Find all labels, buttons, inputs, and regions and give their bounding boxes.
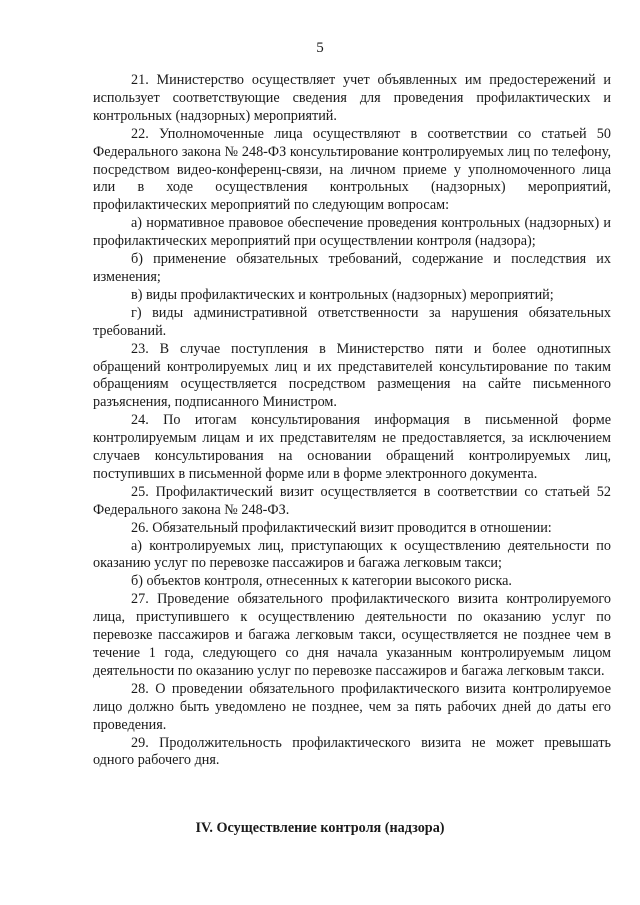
paragraph-25: 25. Профилактический визит осуществляется в соответствии со статьей 52 Федерального закона № 248-ФЗ. [93,483,611,518]
paragraph-24: 24. По итогам консультирования информация в письменной форме контролируемым лицам и их представителям не предоставляется, за исключением случаев консультирования на основании обращений контролируемых лиц, поступивших в письменной форме или в форме электронного документа. [93,412,611,482]
paragraph-26-item-a: а) контролируемых лиц, приступающих к осуществлению деятельности по оказанию услуг по перевозке пассажиров и багажа легковым такси; [93,537,611,572]
paragraph-22: 22. Уполномоченные лица осуществляют в соответствии со статьей 50 Федерального закона № 248-ФЗ консультирование контролируемых лиц по телефону, посредством видео-конференц-связи, на личном приеме у уполномоченного лица или в ходе осуществления контрольных (надзорных) мероприятий, профилактических мероприятий по следующим вопросам: [93,125,611,214]
paragraph-21: 21. Министерство осуществляет учет объявленных им предостережений и использует соответствующие сведения для проведения профилактических и контрольных (надзорных) мероприятий. [93,72,611,124]
paragraph-28: 28. О проведении обязательного профилактического визита контролируемое лицо должно быть уведомлено не позднее, чем за пять рабочих дней до даты его проведения. [93,680,611,733]
paragraph-29: 29. Продолжительность профилактического визита не может превышать одного рабочего дня. [93,734,611,769]
section-heading: IV. Осуществление контроля (надзора) [195,820,445,836]
document-body [93,72,611,770]
paragraph-22-item-b: б) применение обязательных требований, содержание и последствия их изменения; [93,251,611,285]
paragraph-26-item-b: б) объектов контроля, отнесенных к категории высокого риска. [131,573,512,590]
paragraph-23: 23. В случае поступления в Министерство пяти и более однотипных обращений контролируемых лиц и их представителей консультирование по таким обращениям осуществляется посредством размещения на сайте письменного разъяснения, подписанного Министром. [93,340,611,411]
paragraph-22-item-a: а) нормативное правовое обеспечение проведения контрольных (надзорных) и профилактических мероприятий при осуществлении контроля (надзора); [93,215,611,250]
paragraph-27: 27. Проведение обязательного профилактического визита контролируемого лица, приступившего к осуществлению деятельности по оказанию услуг по перевозке пассажиров и багажа легковым такси, осуществляется не позднее чем в течение 1 года, следующего со дня начала указанным контролируемым лицом деятельности по оказанию услуг по перевозке пассажиров и багажа легковым такси. [93,591,611,679]
paragraph-22-item-v: в) виды профилактических и контрольных (надзорных) мероприятий; [131,286,554,303]
paragraph-22-item-g: г) виды административной ответственности за нарушения обязательных требований. [93,304,611,339]
page-number: 5 [316,40,324,56]
paragraph-26: 26. Обязательный профилактический визит проводится в отношении: [131,519,552,536]
